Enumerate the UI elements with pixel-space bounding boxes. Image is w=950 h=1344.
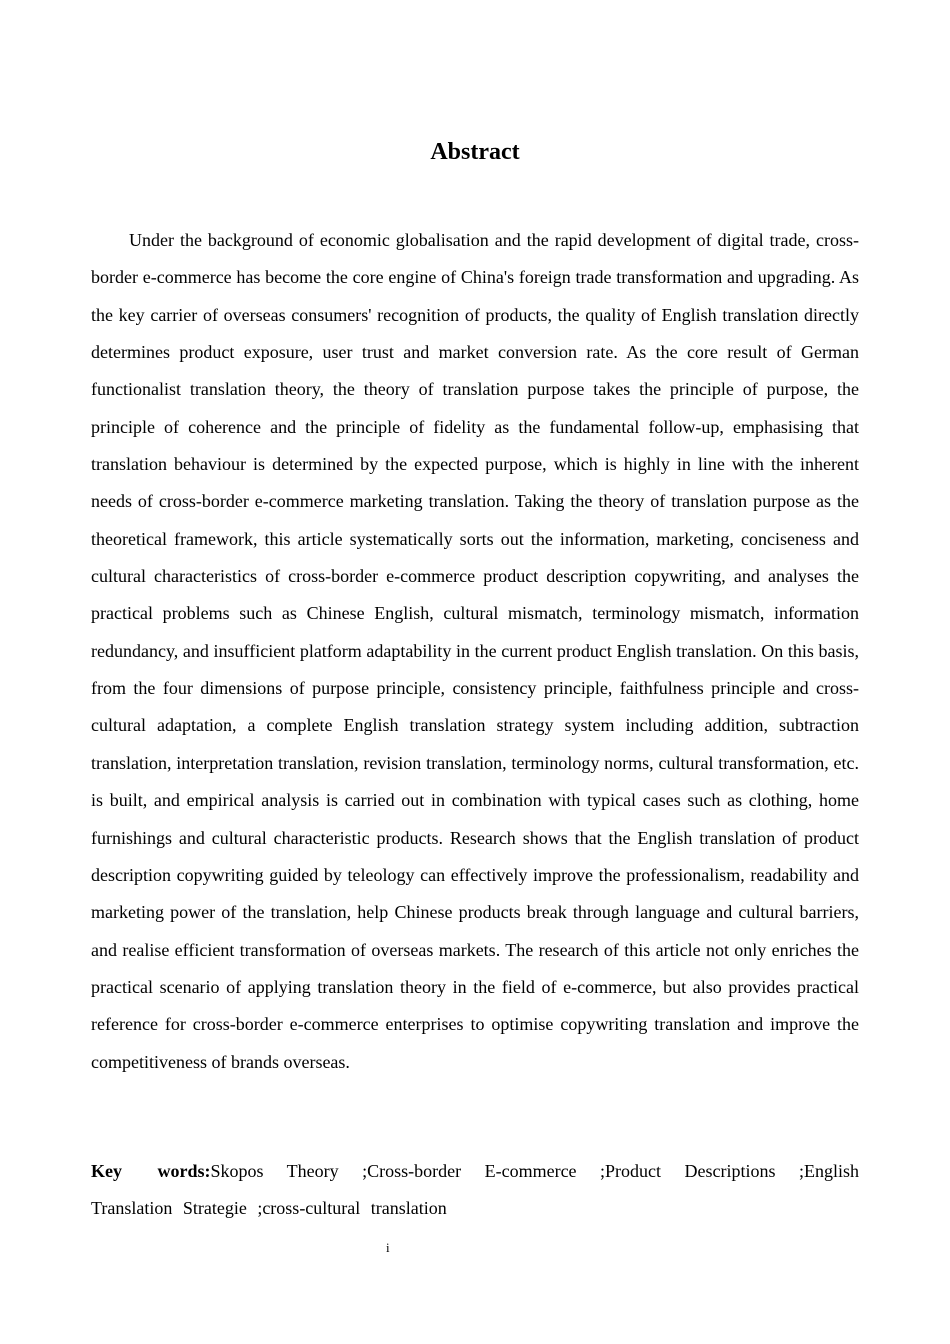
page-number: i — [386, 1240, 390, 1255]
abstract-paragraph: Under the background of economic globalisation and the rapid development of digital trade, cross-border e-commerce has become the core engine of China's foreign trade transformation and upgrading. As the key carrier of overseas consumers' recognition of products, the quality of English translation directly determines product exposure, user trust and market conversion rate. As the core result of German functionalist translation theory, the theory of translation purpose takes the principle of purpose, the principle of coherence and the principle of fidelity as the fundamental follow-up, emphasising that translation behaviour is determined by the expected purpose, which is highly in line with the inherent needs of cross-border e-commerce marketing translation. Taking the theory of translation purpose as the theoretical framework, this article systematically sorts out the information, marketing, conciseness and cultural characteristics of cross-border e-commerce product description copywriting, and analyses the practical problems such as Chinese English, cultural mismatch, terminology mismatch, information redundancy, and insufficient platform adaptability in the current product English translation. On this basis, from the four dimensions of purpose principle, consistency principle, faithfulness principle and cross-cultural adaptation, a complete English translation strategy system including addition, subtraction translation, interpretation translation, revision translation, terminology norms, cultural transformation, etc. is built, and empirical analysis is carried out in combination with typical cases such as clothing, home furnishings and cultural characteristic products. Research shows that the English translation of product description copywriting guided by teleology can effectively improve the professionalism, readability and marketing power of the translation, help Chinese products break through language and cultural barriers, and realise efficient transformation of overseas markets. The research of this article not only enriches the practical scenario of applying translation theory in the field of e-commerce, but also provides practical reference for cross-border e-commerce enterprises to optimise copywriting translation and improve the competitiveness of brands overseas. — [91, 230, 859, 1072]
keywords-line — [91, 1153, 859, 1227]
keywords-list: Skopos Theory ;Cross-border E-commerce ;Product Descriptions ;English Translation Strategie ;cross-cultural translation — [91, 1161, 859, 1218]
keywords-label: Key words: — [91, 1161, 211, 1181]
abstract-title: Abstract — [430, 139, 520, 165]
